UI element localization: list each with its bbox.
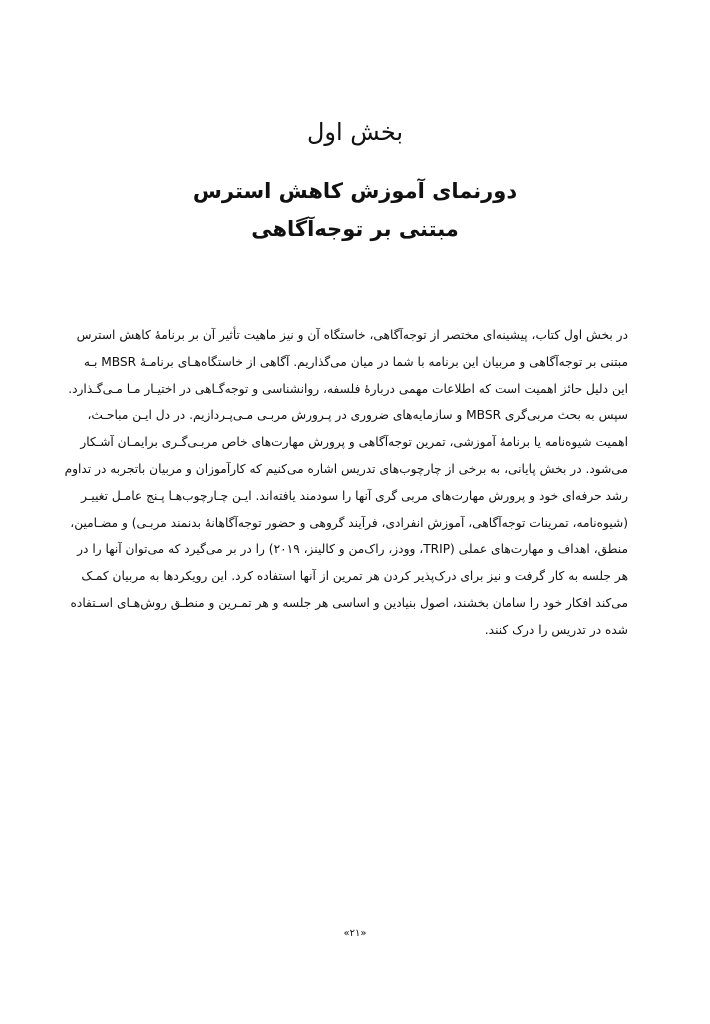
- page-number: «۲۱»: [343, 928, 367, 939]
- body-line: منطق، اهداف و مهارت‌های عملی (TRIP، وودز، راک‌من و کالینز، ۲۰۱۹) را در بر می‌گیرد که می‌توان آنها را در: [77, 542, 628, 557]
- chapter-title-line-2: مبتنی بر توجه‌آگاهی: [251, 217, 459, 241]
- body-line: رشد حرفه‌ای خود و پرورش مهارت‌های مربی گری آنها را سودمند یافته‌اند. ایـن چـارچوب‌هـا پـنج عامـل تغییـر: [81, 488, 628, 503]
- body-line: شده در تدریس را درک کنند.: [484, 622, 628, 637]
- section-label: بخش اول: [306, 118, 404, 146]
- body-line: هر جلسه به کار گرفت و نیز برای درک‌پذیر کردن هر تمرین از آنها استفاده کرد. این رویکردها به مربیان کمـک: [81, 569, 628, 584]
- body-line: (شیوه‌نامه، تمرینات توجه‌آگاهی، آموزش انفرادی، فرآیند گروهی و حضور توجه‌آگاهانهٔ بدنمند مربـی) و مضـامین،: [70, 515, 628, 530]
- body-line: سپس به بحث مربی‌گری MBSR و سازمایه‌های ضروری در پـرورش مربـی مـی‌پـردازیم. در دل ایـن مباحـث،: [87, 408, 628, 423]
- body-line: اهمیت شیوه‌نامه یا برنامهٔ آموزشی، تمرین توجه‌آگاهی و پرورش مهارت‌های خاص مربـی‌گـری برایمـان آشـکار: [80, 435, 628, 450]
- body-line: می‌شود. در بخش پایانی، به برخی از چارچوب‌های تدریس اشاره می‌کنیم که کارآموزان و مربیان باتجربه در تداوم: [64, 461, 628, 476]
- body-line: مبتنی بر توجه‌آگاهی و مربیان این برنامه با شما در میان می‌گذاریم. آگاهی از خاستگاه‌هـای برنامـهٔ MBSR بـه: [83, 354, 628, 369]
- body-line: در بخش اول کتاب، پیشینه‌ای مختصر از توجه‌آگاهی، خاستگاه آن و نیز ماهیت تأثیر آن بر برنامهٔ کاهش استرس: [76, 328, 628, 342]
- body-paragraph: [64, 322, 628, 644]
- chapter-title: [0, 172, 710, 248]
- body-line: این دلیل حائز اهمیت است که اطلاعات مهمی دربارهٔ فلسفه، روانشناسی و توجه‌گـاهی در اختیـار مـا مـی‌گـذارد.: [68, 381, 628, 396]
- chapter-title-line-1: دورنمای آموزش کاهش استرس: [192, 179, 518, 203]
- body-line: می‌کند افکار خود را سامان بخشند، اصول بنیادین و اساسی هر جلسه و هر تمـرین و منطـق روش‌هـای اسـتفاده: [70, 595, 628, 610]
